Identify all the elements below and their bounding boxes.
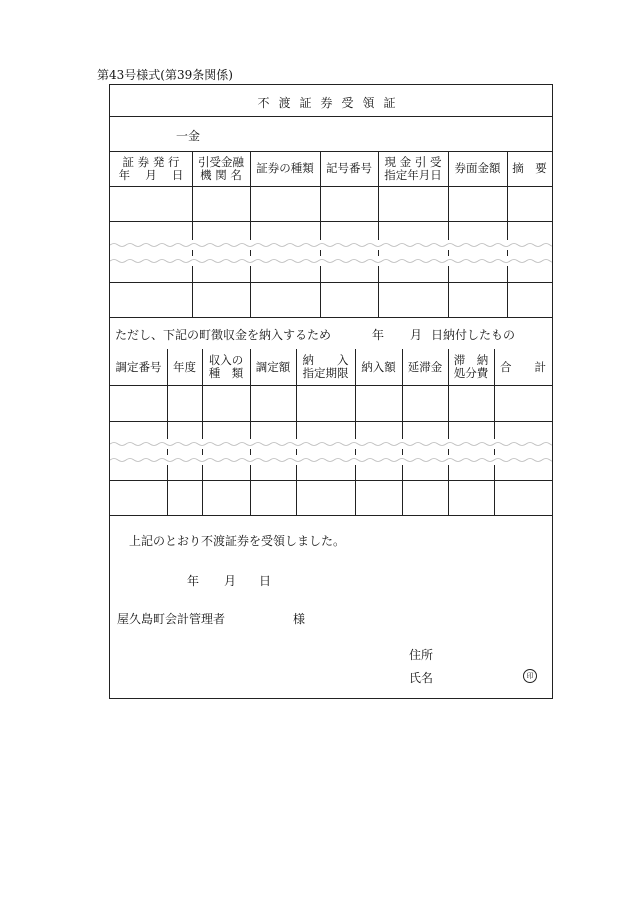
form-title: 不渡証券受領証 [257,96,405,110]
statement-suffix: 日納付したもの [431,328,516,342]
column-header-line: 年度 [173,359,196,374]
column-header-line: 調定額 [255,359,291,374]
form-number: 第43号様式(第39条関係) [97,68,233,82]
column-header [110,151,192,186]
column-header-line: 年 月 日 [118,167,184,182]
row-divider [110,317,552,318]
row-divider [110,480,552,481]
row-divider [110,221,552,222]
address-label: 住所 [409,648,434,662]
column-header-line: 納 入 [302,353,349,367]
column-header-line: 記号番号 [326,161,372,175]
recipient: 屋久島町会計管理者 [117,612,226,626]
statement-month: 月 [410,328,423,342]
honorific: 様 [293,612,306,626]
date-year: 年 [187,574,200,588]
column-header [250,349,296,385]
column-header [507,151,552,186]
row-break-marks [110,235,552,275]
column-header-line: 指定期限 [302,366,349,380]
seal-mark: 印 [523,669,537,683]
column-header-line: 摘 要 [512,161,547,175]
name-label: 氏名 [409,671,434,685]
column-header-line: 証 券 発 行 [122,154,180,169]
column-header [494,349,552,385]
column-header [110,349,167,385]
column-header-line: 券面金額 [454,161,501,175]
receipt-form [109,84,553,699]
column-header-line: 処分費 [453,366,489,380]
column-header [167,349,202,385]
column-header [448,151,507,186]
column-header-line: 滞 納 [453,353,489,367]
column-header-line: 延滞金 [407,359,443,374]
statement-prefix: ただし、下記の町徴収金を納入するため [115,328,332,342]
column-header [250,151,320,186]
row-break-marks [110,434,552,474]
column-header [192,151,250,186]
amount-label: 一金 [176,129,201,143]
row-divider [110,421,552,422]
row-divider [110,385,552,386]
column-header-line: 証券の種類 [256,161,314,175]
column-header [355,349,402,385]
column-header [320,151,378,186]
column-header [402,349,448,385]
column-header [378,151,448,186]
column-header [448,349,494,385]
date-month: 月 [224,574,237,588]
payment-statement [115,326,331,343]
column-header-line: 調定番号 [115,359,162,374]
column-header [202,349,250,385]
column-header-line: 合 計 [500,359,546,374]
column-header-line: 収入の [208,353,244,367]
receipt-text: 上記のとおり不渡証券を受領しました。 [129,534,346,548]
column-header-line: 種 類 [208,366,244,380]
column-header-line: 機 関 名 [200,167,242,182]
date-day: 日 [259,574,272,588]
statement-year: 年 [372,328,385,342]
column-header-line: 納入額 [361,359,396,374]
column-header-line: 指定年月日 [384,167,442,182]
divider [110,116,552,117]
column-header [296,349,355,385]
column-header-line: 現 金 引 受 [384,154,442,169]
row-divider [110,515,552,516]
row-divider [110,186,552,187]
row-divider [110,282,552,283]
column-header-line: 引受金融 [198,154,244,169]
